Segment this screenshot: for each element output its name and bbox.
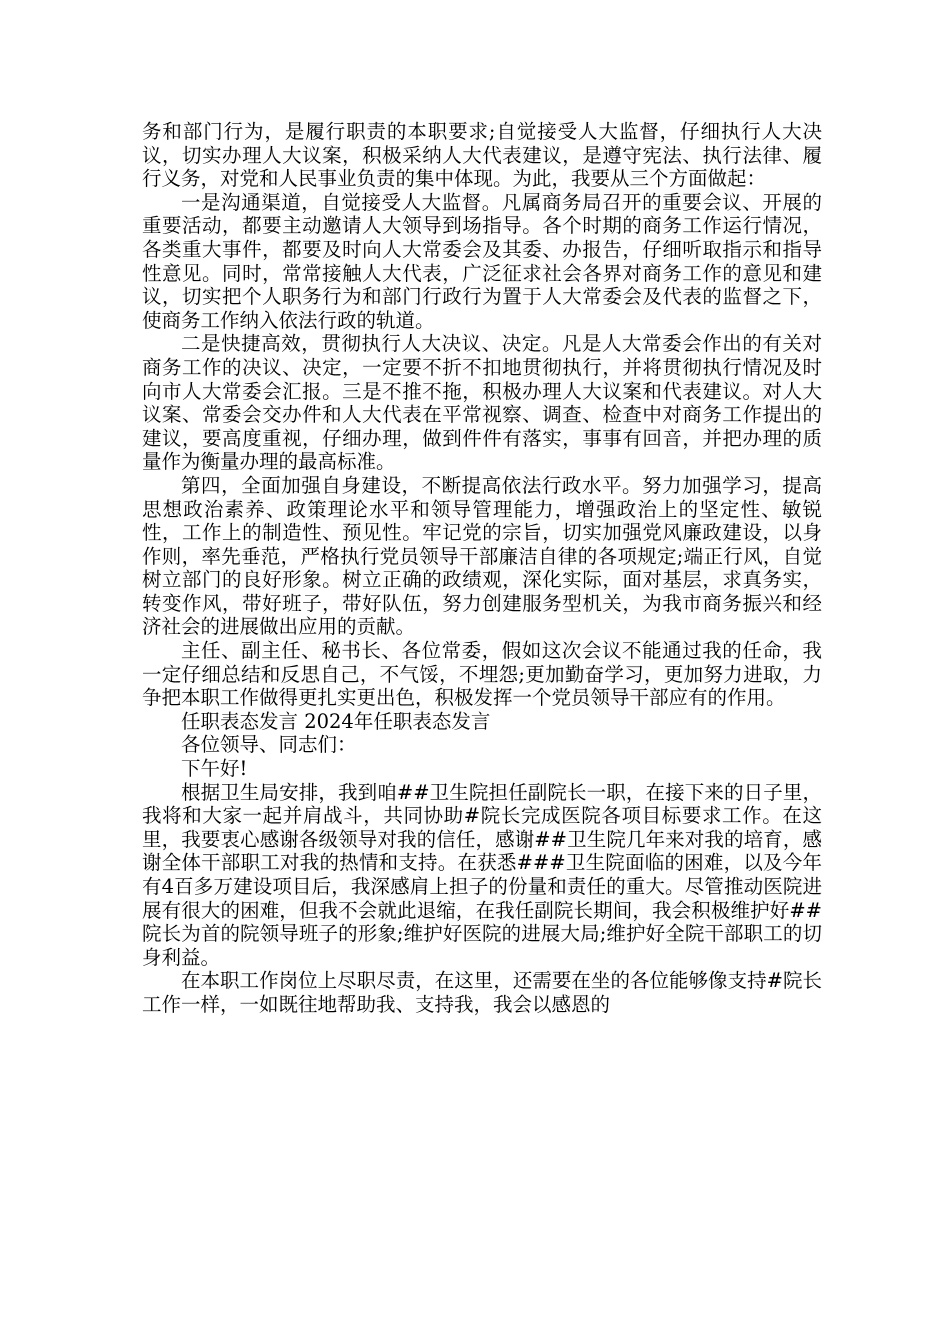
document-body: [142, 120, 822, 1017]
salutation: 各位领导、同志们：: [181, 733, 357, 757]
paragraph-point-two-three: 二是快捷高效，贯彻执行人大决议、决定。凡是人大常委会作出的有关对商务工作的决议、决定，一定要不折不扣地贯彻执行，并将贯彻执行情况及时向市人大常委会汇报。三是不推不拖，积极办理人大议案和代表建议。对人大议案、常委会交办件和人大代表在平常视察、调查、检查中对商务工作提出的建议，要高度重视，仔细办理，做到件件有落实，事事有回音，并把办理的质量作为衡量办理的最高标准。: [142, 332, 822, 474]
paragraph-support-request: 在本职工作岗位上尽职尽责，在这里，还需要在坐的各位能够像支持#院长工作一样，一如既往地帮助我、支持我，我会以感恩的: [142, 969, 822, 1016]
paragraph-duty-intro: 务和部门行为，是履行职责的本职要求;自觉接受人大监督，仔细执行人大决议，切实办理人大议案，积极采纳人大代表建议，是遵守宪法、执行法律、履行义务，对党和人民事业负责的集中体现。为此，我要从三个方面做起：: [142, 120, 822, 191]
paragraph-appointment: 根据卫生局安排，我到咱##卫生院担任副院长一职，在接下来的日子里，我将和大家一起并肩战斗，共同协助#院长完成医院各项目标要求工作。在这里，我要衷心感谢各级领导对我的信任，感谢##卫生院几年来对我的培育，感谢全体干部职工对我的热情和支持。在获悉###卫生院面临的困难，以及今年有4百多万建设项目后，我深感肩上担子的份量和责任的重大。尽管推动医院进展有很大的困难，但我不会就此退缩，在我任副院长期间，我会积极维护好##院长为首的院领导班子的形象;维护好医院的进展大局;维护好全院干部职工的切身利益。: [142, 780, 822, 969]
paragraph-closing: 主任、副主任、秘书长、各位常委，假如这次会议不能通过我的任命，我一定仔细总结和反思自己，不气馁，不埋怨;更加勤奋学习，更加努力进取，力争把本职工作做得更扎实更出色，积极发挥一个党员领导干部应有的作用。: [142, 639, 822, 710]
greeting: 下午好!: [181, 757, 248, 781]
paragraph-point-one: 一是沟通渠道，自觉接受人大监督。凡属商务局召开的重要会议、开展的重要活动，都要主动邀请人大领导到场指导。各个时期的商务工作运行情况，各类重大事件，都要及时向人大常委会及其委、办报告，仔细听取指示和指导性意见。同时，常常接触人大代表，广泛征求社会各界对商务工作的意见和建议，切实把个人职务行为和部门行政行为置于人大常委会及代表的监督之下，使商务工作纳入依法行政的轨道。: [142, 190, 822, 332]
paragraph-point-four: 第四，全面加强自身建设，不断提高依法行政水平。努力加强学习，提高思想政治素养、政策理论水平和领导管理能力，增强政治上的坚定性、敏锐性，工作上的制造性、预见性。牢记党的宗旨，切实加强党风廉政建设，以身作则，率先垂范，严格执行党员领导干部廉洁自律的各项规定;端正行风，自觉树立部门的良好形象。树立正确的政绩观，深化实际，面对基层，求真务实，转变作风，带好班子，带好队伍，努力创建服务型机关，为我市商务振兴和经济社会的进展做出应用的贡献。: [142, 473, 822, 639]
section-title: 任职表态发言 2024年任职表态发言: [181, 709, 491, 733]
